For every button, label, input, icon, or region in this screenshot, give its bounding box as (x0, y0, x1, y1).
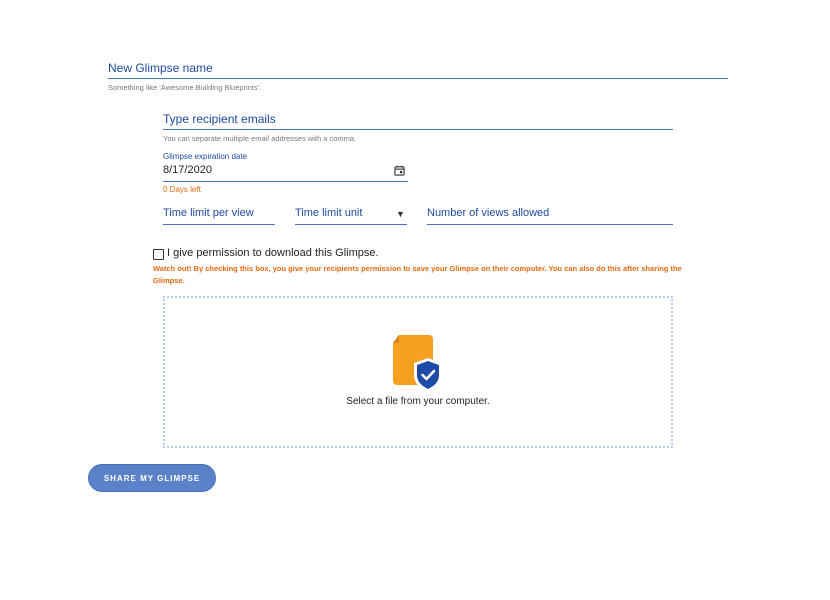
views-allowed-underline (427, 224, 673, 225)
glimpse-name-underline (108, 78, 728, 79)
time-limit-per-view-underline (163, 224, 275, 225)
recipient-emails-underline (163, 129, 673, 130)
glimpse-name-hint: Something like 'Awesome Building Blueprints'. (108, 83, 262, 92)
calendar-icon[interactable] (394, 165, 405, 176)
glimpse-name-input[interactable]: New Glimpse name (108, 61, 213, 75)
expiration-date-label: Glimpse expiration date (163, 152, 248, 161)
expiration-date-underline (163, 181, 408, 182)
expiration-date-input[interactable]: 8/17/2020 (163, 164, 212, 176)
share-glimpse-button[interactable]: SHARE MY GLIMPSE (88, 464, 216, 492)
recipient-emails-input[interactable]: Type recipient emails (163, 112, 276, 126)
download-permission-checkbox[interactable] (153, 249, 164, 260)
chevron-down-icon[interactable]: ▼ (396, 209, 405, 219)
views-allowed-input[interactable]: Number of views allowed (427, 207, 550, 219)
download-permission-warning: Watch out! By checking this box, you give your recipients permission to save your Glimpse on their computer. You can also do this after sharing the Glimpse. (153, 264, 682, 285)
time-limit-unit-underline (295, 224, 407, 225)
download-permission-label[interactable]: I give permission to download this Glimpse. (167, 247, 379, 259)
file-shield-icon (391, 333, 445, 395)
days-left-text: 0 Days left (163, 185, 201, 194)
recipient-emails-hint: You can separate multiple email addresses with a comma. (163, 134, 357, 143)
dropzone-text[interactable]: Select a file from your computer. (346, 396, 490, 407)
time-limit-per-view-input[interactable]: Time limit per view (163, 207, 254, 219)
time-limit-unit-select[interactable]: Time limit unit (295, 207, 363, 219)
